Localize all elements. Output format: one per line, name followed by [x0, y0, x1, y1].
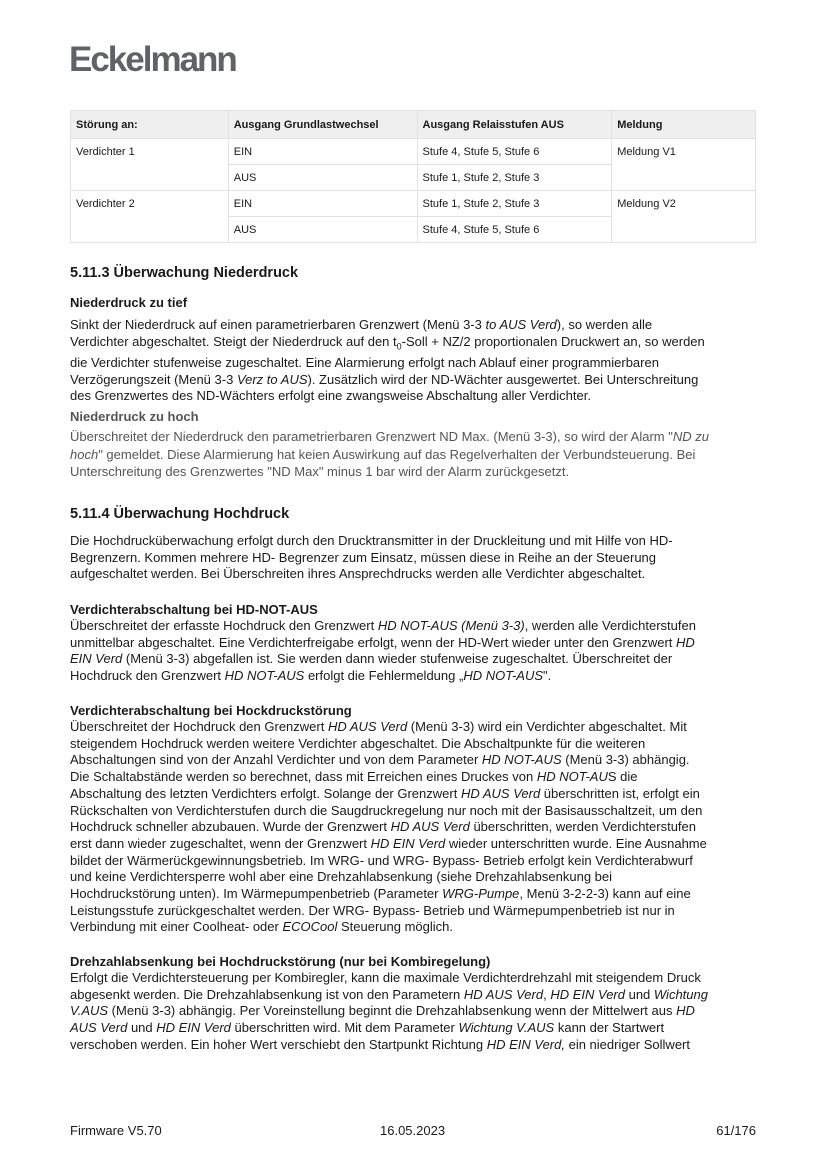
- text-run: erfolgt die Fehlermeldung „: [304, 668, 464, 684]
- text-run: des Grenzwertes des ND-Wächters erfolgt eine zwangsweise Abschaltung aller Verdichter.: [70, 388, 591, 404]
- italic-parameter: HD AUS Verd: [460, 785, 541, 801]
- text-line: [70, 987, 708, 1004]
- text-run: überschritten wird. Mit dem Parameter: [230, 1020, 459, 1036]
- text-run: ,: [543, 986, 551, 1002]
- text-run: Abschaltungen sind von der Anzahl Verdichter und von dem Parameter: [70, 752, 482, 768]
- cell-relais: Stufe 1, Stufe 2, Stufe 3: [417, 191, 612, 217]
- subheading-niederdruck-zu-tief: Niederdruck zu tief: [70, 295, 188, 310]
- paragraph: [70, 533, 673, 583]
- italic-parameter: EIN Verd: [70, 651, 123, 667]
- footer-page-number: 61/176: [716, 1123, 756, 1138]
- italic-parameter: HD EIN Verd: [370, 835, 446, 851]
- text-run: (Menü 3-3) abhängig.: [561, 752, 690, 768]
- paragraph: [70, 317, 705, 405]
- text-run: (Menü 3-3) wird ein Verdichter abgeschaltet. Mit: [407, 719, 687, 734]
- col-header: Störung an:: [71, 111, 229, 139]
- subheading-niederdruck-zu-hoch: Niederdruck zu hoch: [70, 409, 199, 424]
- cell-relais: Stufe 1, Stufe 2, Stufe 3: [417, 165, 612, 191]
- text-run: Die Schaltabstände werden so berechnet, dass mit Erreichen eines Druckes von: [70, 769, 537, 785]
- text-run: " gemeldet. Diese Alarmierung hat keien Auswirkung auf das Regelverhalten der Verbundsteuerung. Bei: [98, 446, 696, 462]
- text-line: [70, 651, 696, 668]
- cell-meldung: Meldung V1: [612, 139, 756, 191]
- italic-parameter: ND zu: [672, 429, 709, 444]
- text-run: Sinkt der Niederdruck auf einen parametrierbaren Grenzwert (Menü 3-3: [70, 317, 486, 332]
- text-line: [70, 428, 709, 446]
- col-header: Ausgang Relaisstufen AUS: [417, 111, 612, 139]
- cell-grundlast: AUS: [228, 165, 417, 191]
- italic-parameter: V.AUS: [70, 1003, 109, 1019]
- text-line: [70, 719, 707, 736]
- text-line: [70, 1003, 708, 1020]
- text-line: [70, 752, 707, 769]
- italic-parameter: HD NOT-AUS: [481, 752, 562, 768]
- text-line: [70, 334, 705, 355]
- section-heading-5-11-4: 5.11.4 Überwachung Hochdruck: [70, 506, 290, 522]
- italic-parameter: HD NOT-AU: [536, 769, 608, 785]
- text-run: -Soll + NZ/2 proportionalen Druckwert an, so werden: [401, 333, 705, 349]
- text-line: [70, 635, 696, 652]
- text-run: , werden alle Verdichterstufen: [524, 618, 696, 633]
- text-run: Überschreitet der Niederdruck den parametrierbaren Grenzwert ND Max. (Menü 3-3), so wird der Alarm ": [70, 429, 673, 444]
- italic-parameter: HD: [676, 1003, 695, 1019]
- cell-relais: Stufe 4, Stufe 5, Stufe 6: [417, 139, 612, 165]
- italic-parameter: AUS Verd: [70, 1020, 128, 1036]
- italic-parameter: HD EIN Verd,: [486, 1036, 565, 1052]
- text-run: Die Hochdrucküberwachung erfolgt durch den Drucktransmitter in der Druckleitung und mit Hilfe von HD-: [70, 533, 673, 548]
- text-line: [70, 769, 707, 786]
- paragraph: [70, 618, 696, 685]
- subheading-drehzahlabsenkung: Drehzahlabsenkung bei Hochdruckstörung (nur bei Kombiregelung): [70, 954, 491, 969]
- text-run: , Menü 3-2-2-3) kann auf eine: [519, 886, 691, 902]
- text-line: [70, 550, 673, 567]
- text-line: [70, 970, 708, 987]
- text-line: [70, 803, 707, 820]
- text-run: (Menü 3-3) abhängig. Per Voreinstellung beginnt die Drehzahlabsenkung wenn der Mittelwert aus: [108, 1003, 677, 1019]
- italic-parameter: HD: [676, 634, 695, 650]
- footer-date: 16.05.2023: [380, 1123, 446, 1138]
- text-run: die Verdichter stufenweise zugeschaltet. Eine Alarmierung erfolgt nach Ablauf einer programmierbaren: [70, 355, 659, 370]
- text-line: [70, 903, 707, 920]
- italic-parameter: HD EIN Verd: [156, 1020, 231, 1036]
- text-run: aufgeschaltet werden. Bei Überschreiten ihres Ansprechdrucks werden alle Verdichter abgeschaltet.: [70, 566, 646, 582]
- text-run: überschritten ist, erfolgt ein: [540, 785, 700, 801]
- text-line: [70, 317, 705, 334]
- text-line: [70, 853, 707, 870]
- text-run: Überschreitet der erfasste Hochdruck den Grenzwert: [70, 618, 378, 633]
- text-line: [70, 618, 696, 635]
- text-run: Hochdruck schneller abzubauen. Wurde der Grenzwert: [70, 819, 391, 835]
- text-run: unmittelbar abgeschaltet. Eine Verdichterfreigabe erfolgt, wenn der HD-Wert wieder unter den Grenzwert: [70, 634, 677, 650]
- cell-grundlast: AUS: [228, 217, 417, 243]
- text-run: Hochdruckstörung unten). Im Wärmepumpenbetrieb (Parameter: [70, 886, 443, 902]
- text-line: [70, 372, 705, 389]
- paragraph: [70, 428, 709, 481]
- text-line: [70, 736, 707, 753]
- paragraph: [70, 970, 708, 1054]
- italic-parameter: Wichtung V.AUS: [458, 1020, 555, 1036]
- italic-parameter: HD NOT-AUS: [224, 668, 305, 684]
- text-run: Verdichter abgeschaltet. Steigt der Niederdruck auf den t: [70, 333, 397, 349]
- italic-parameter: HD NOT-AUS: [463, 668, 544, 684]
- text-run: Abschaltung des letzten Verdichters erfolgt. Solange der Grenzwert: [70, 785, 461, 801]
- text-run: Verzögerungszeit (Menü 3-3: [70, 371, 237, 387]
- text-run: Rückschalten von Verdichterstufen durch die Saugdruckregelung nur noch mit der Basisausschaltzeit, um den: [70, 802, 703, 818]
- text-run: kann der Startwert: [554, 1020, 665, 1036]
- paragraph: [70, 719, 707, 936]
- italic-parameter: HD AUS Verd: [390, 819, 470, 835]
- text-run: ). Zusätzlich wird der ND-Wächter ausgewertet. Bei Unterschreitung: [307, 371, 699, 387]
- text-run: und: [127, 1020, 157, 1036]
- cell-relais: Stufe 4, Stufe 5, Stufe 6: [417, 217, 612, 243]
- text-line: [70, 819, 707, 836]
- text-line: [70, 836, 707, 853]
- cell-grundlast: EIN: [228, 191, 417, 217]
- text-line: [70, 533, 673, 550]
- cell-grundlast: EIN: [228, 139, 417, 165]
- text-line: [70, 566, 673, 583]
- italic-parameter: WRG-Pumpe: [442, 886, 520, 902]
- text-run: Hochdruck den Grenzwert: [70, 668, 225, 684]
- text-run: Steuerung möglich.: [337, 919, 454, 935]
- italic-parameter: hoch: [70, 446, 99, 462]
- italic-parameter: Verz to AUS: [236, 371, 308, 387]
- text-line: [70, 869, 707, 886]
- text-line: [70, 355, 705, 372]
- footer-firmware: Firmware V5.70: [70, 1123, 162, 1138]
- italic-parameter: HD NOT-AUS (Menü 3-3): [377, 618, 525, 633]
- text-line: [70, 1037, 708, 1054]
- text-run: ein niedriger Sollwert: [564, 1036, 690, 1052]
- text-line: [70, 463, 709, 481]
- section-heading-5-11-3: 5.11.3 Überwachung Niederdruck: [70, 265, 299, 281]
- stoerung-table: [70, 110, 756, 243]
- text-run: und keine Verdichtersperre wohl aber eine Drehzahlabsenkung (siehe Drehzahlabsenkung bei: [70, 869, 613, 885]
- table-header-row: [71, 111, 756, 139]
- text-run: Überschreitet der Hochdruck den Grenzwert: [70, 719, 328, 734]
- text-run: Unterschreitung des Grenzwertes "ND Max" minus 1 bar wird der Alarm zurückgesetzt.: [70, 464, 570, 479]
- cell-stoerung: Verdichter 2: [71, 191, 229, 243]
- text-run: Erfolgt die Verdichtersteuerung per Kombiregler, kann die maximale Verdichterdrehzahl mit steigendem Druck: [70, 970, 701, 985]
- text-run: überschritten, werden Verdichterstufen: [469, 819, 697, 835]
- text-line: [70, 886, 707, 903]
- text-run: ".: [543, 668, 552, 684]
- text-line: [70, 446, 709, 464]
- italic-parameter: HD AUS Verd: [327, 719, 408, 734]
- italic-parameter: to AUS Verd: [485, 317, 557, 332]
- italic-parameter: Wichtung: [653, 986, 708, 1002]
- text-run: ), so werden alle: [556, 317, 653, 332]
- text-line: [70, 1020, 708, 1037]
- subscript: 0: [396, 341, 402, 352]
- col-header: Meldung: [612, 111, 756, 139]
- text-line: [70, 919, 707, 936]
- text-run: bildet der Wärmerückgewinnungsbetrieb. Im WRG- und WRG- Bypass- Betrieb erfolgt kein Verdichterabwurf: [70, 852, 693, 868]
- eckelmann-logo: Eckelmann: [69, 40, 236, 79]
- text-run: (Menü 3-3) abgefallen ist. Sie werden dann wieder stufenweise zugeschaltet. Überschreitet der: [122, 651, 673, 667]
- subheading-hd-not-aus: Verdichterabschaltung bei HD-NOT-AUS: [70, 602, 318, 617]
- text-run: S die: [607, 769, 638, 785]
- text-run: abgesenkt werden. Die Drehzahlabsenkung ist von den Parametern: [70, 986, 464, 1002]
- col-header: Ausgang Grundlastwechsel: [228, 111, 417, 139]
- text-line: [70, 668, 696, 685]
- cell-stoerung: Verdichter 1: [71, 139, 229, 191]
- text-run: Begrenzern. Kommen mehrere HD- Begrenzer zum Einsatz, müssen diese in Reihe an der Steuerung: [70, 549, 657, 565]
- text-run: Leistungsstufe zurückgeschaltet werden. Der WRG- Bypass- Betrieb und Wärmepumpenbetrieb ist nur in: [70, 902, 675, 918]
- italic-parameter: ECOCool: [282, 919, 338, 935]
- text-run: steigendem Hochdruck werden weitere Verdichter abgeschaltet. Die Abschaltpunkte für die weiteren: [70, 735, 646, 751]
- table-row: [71, 139, 756, 165]
- italic-parameter: HD AUS Verd: [463, 986, 544, 1002]
- text-line: [70, 786, 707, 803]
- text-run: verschoben werden. Ein hoher Wert verschiebt den Startpunkt Richtung: [70, 1036, 487, 1052]
- text-run: Verbindung mit einer Coolheat- oder: [70, 919, 283, 935]
- text-line: [70, 388, 705, 405]
- table-row: [71, 191, 756, 217]
- text-run: wieder unterschritten wurde. Eine Ausnahme: [445, 835, 707, 851]
- cell-meldung: Meldung V2: [612, 191, 756, 243]
- text-run: und: [624, 986, 654, 1002]
- subheading-hochdruckstoerung: Verdichterabschaltung bei Hockdruckstörung: [70, 703, 352, 718]
- text-run: erst dann wieder zugeschaltet, wenn der Grenzwert: [70, 835, 371, 851]
- italic-parameter: HD EIN Verd: [550, 986, 625, 1002]
